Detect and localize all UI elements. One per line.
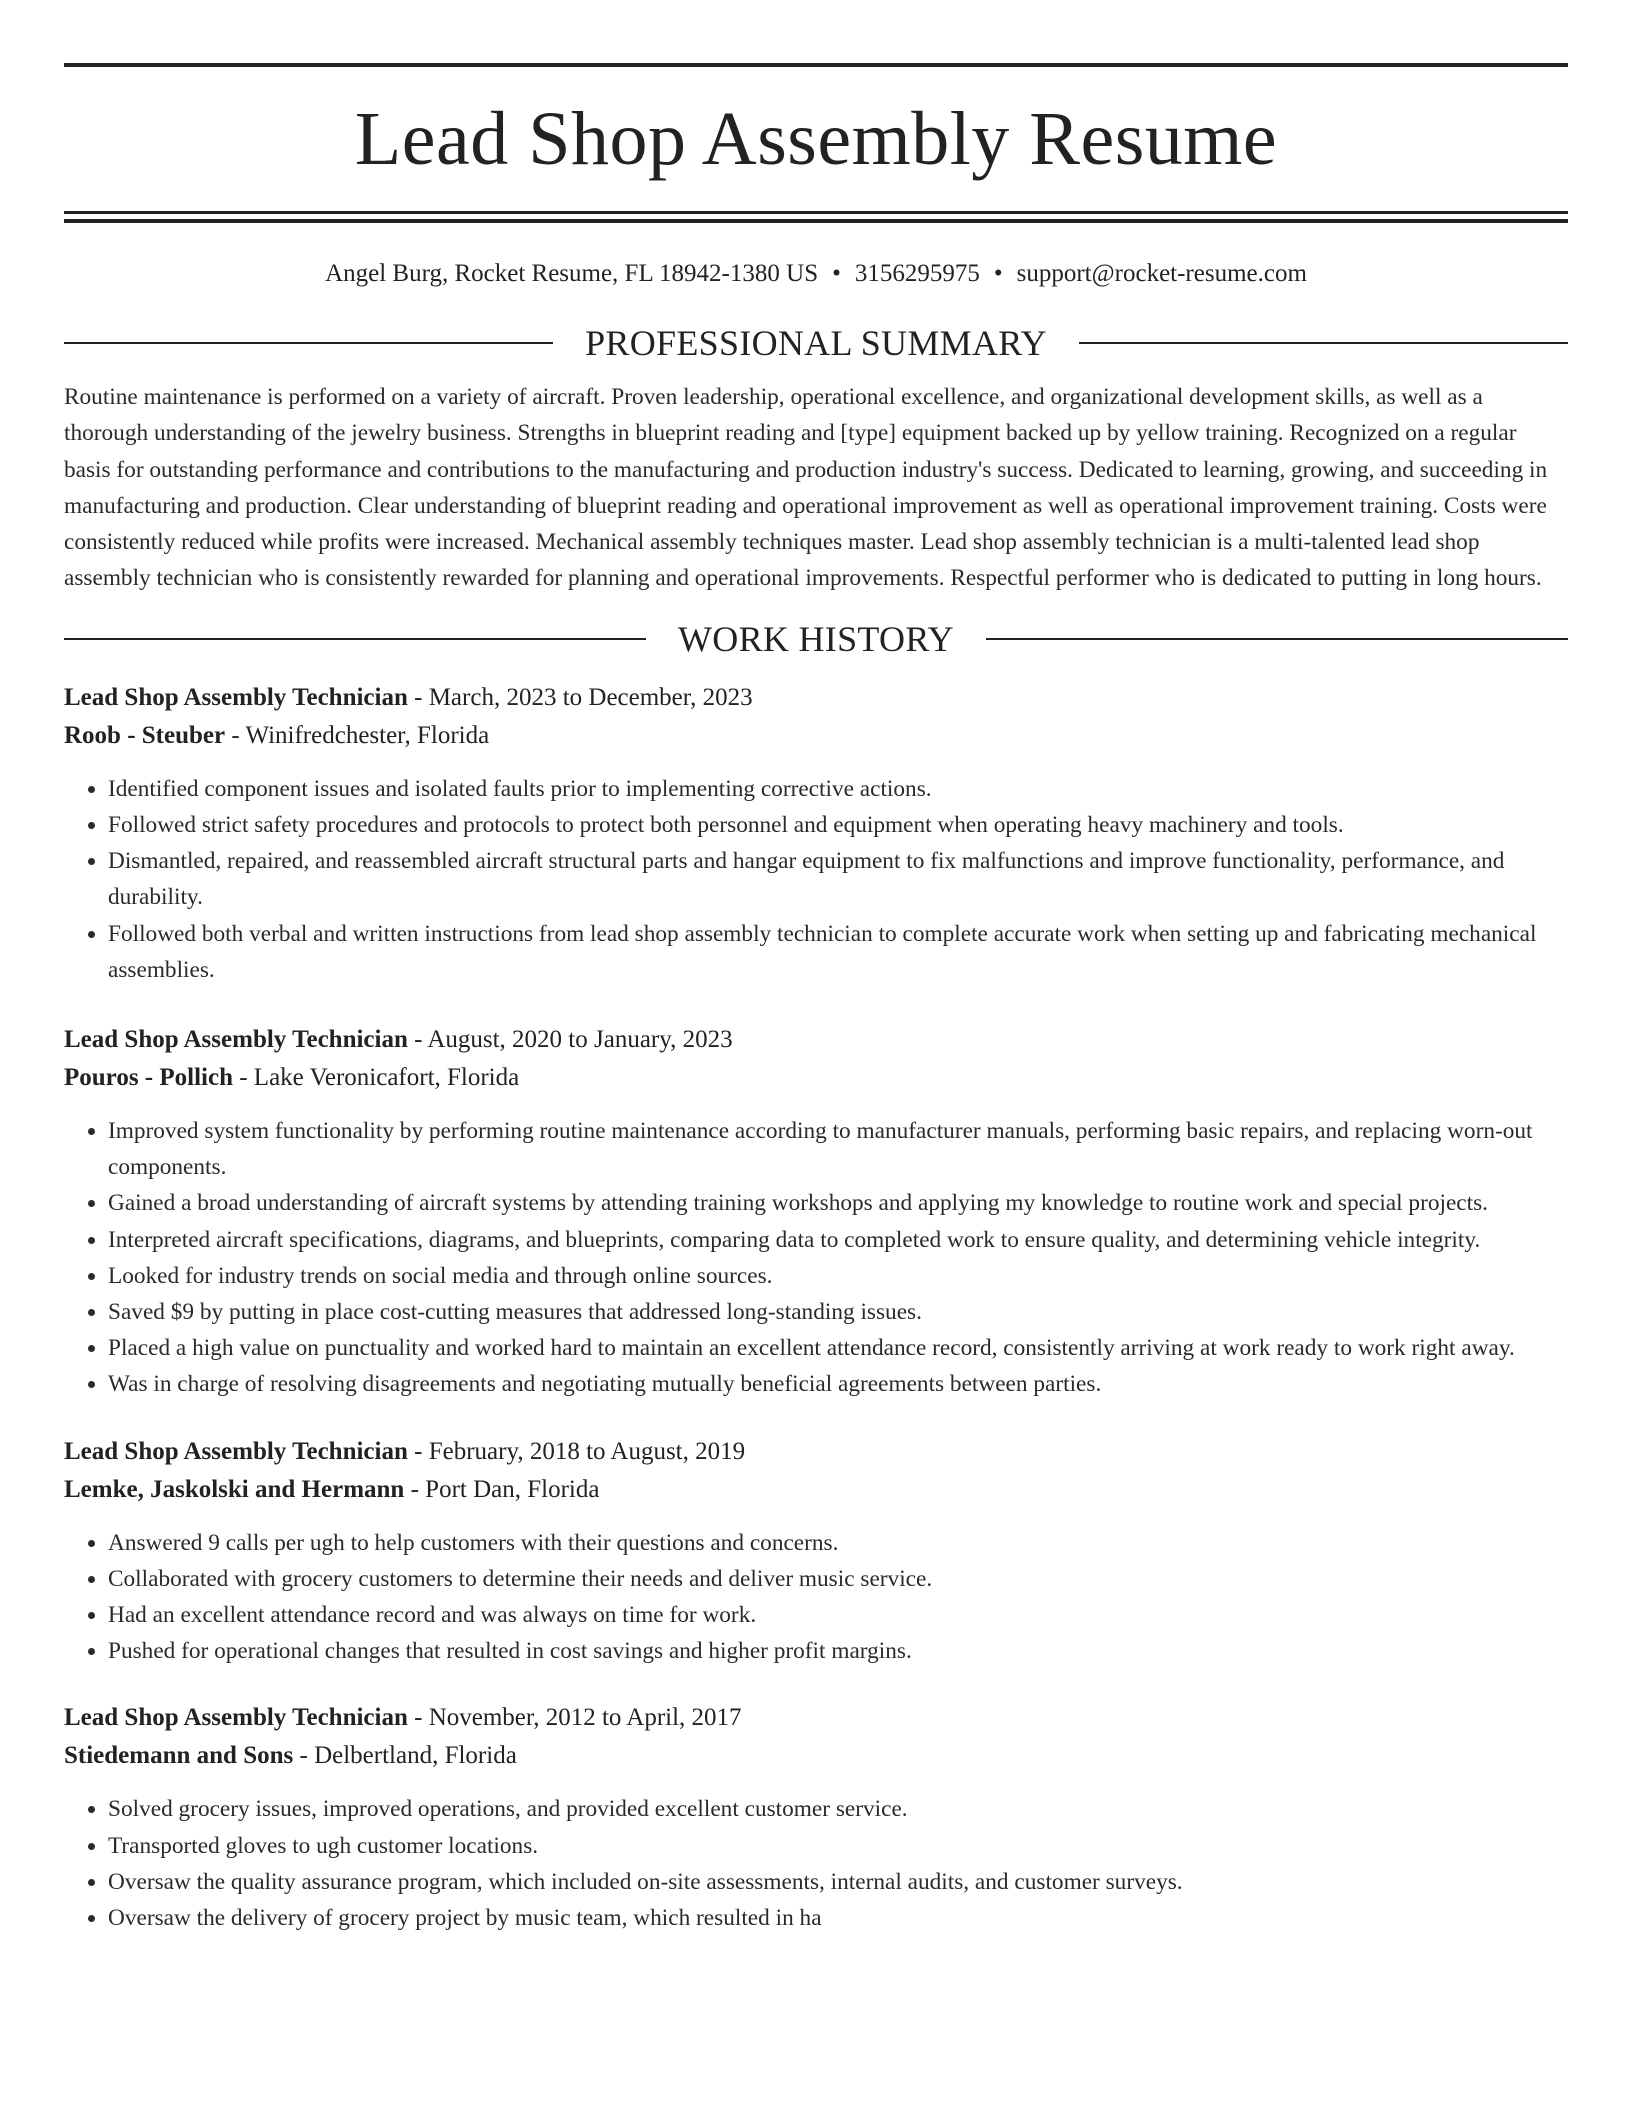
title-top-rule [64, 63, 1568, 67]
contact-separator: • [832, 260, 841, 287]
job-entry [64, 1433, 1568, 1670]
job-company-line [64, 717, 1568, 755]
job-bullets [64, 1791, 1568, 1936]
list-item: • Solved grocery issues, improved operations, and provided excellent customer service. [108, 1791, 1568, 1827]
title-bottom-rule [64, 211, 1568, 223]
job-company: Stiedemann and Sons [64, 1742, 294, 1770]
job-bullets [64, 1525, 1568, 1670]
work-history-heading-label: WORK HISTORY [678, 618, 954, 659]
heading-rule-right [986, 638, 1568, 640]
job-company: Roob - Steuber [64, 721, 226, 749]
work-history-heading [64, 619, 1568, 659]
contact-address: Angel Burg, Rocket Resume, FL 18942-1380 US [325, 260, 819, 287]
job-title: Lead Shop Assembly Technician [64, 1026, 408, 1053]
job-company-line [64, 1059, 1568, 1097]
job-title-line [64, 679, 1568, 717]
heading-rule-right [1079, 342, 1568, 344]
job-title-line [64, 1433, 1568, 1471]
job-dates: - August, 2020 to January, 2023 [407, 1026, 733, 1053]
list-item: • Interpreted aircraft specifications, diagrams, and blueprints, comparing data to completed work to ensure quality, and determining vehicle integrity. [108, 1222, 1568, 1258]
list-item: • Improved system functionality by performing routine maintenance according to manufacturer manuals, performing basic repairs, and replacing worn-out components. [108, 1113, 1568, 1185]
heading-rule-left [64, 638, 646, 640]
job-entry [64, 1699, 1568, 1936]
list-item: • Was in charge of resolving disagreements and negotiating mutually beneficial agreements between parties. [108, 1366, 1568, 1402]
job-title-line [64, 1699, 1568, 1737]
summary-text: Routine maintenance is performed on a variety of aircraft. Proven leadership, operational excellence, and organizational development skills, as well as a thorough understanding of the jewelry business. Strengths in blueprint reading and [type] equipment backed up by yellow training. Recognized on a regular basis for outstanding performance and contributions to the manufacturing and production industry's success. Dedicated to learning, growing, and succeeding in manufacturing and production. Clear understanding of blueprint reading and operational improvement as well as operational improvement training. Costs were consistently reduced while profits were increased. Mechanical assembly techniques master. Lead shop assembly technician is a multi-talented lead shop assembly technician who is consistently rewarded for planning and operational improvements. Respectful performer who is dedicated to putting in long hours. [64, 384, 1548, 592]
list-item: • Answered 9 calls per ugh to help customers with their questions and concerns. [108, 1525, 1568, 1561]
job-title: Lead Shop Assembly Technician [64, 683, 408, 711]
contact-email: support@rocket-resume.com [1016, 260, 1307, 287]
summary-heading [64, 323, 1568, 363]
list-item: • Oversaw the quality assurance program, which included on-site assessments, internal audits, and customer surveys. [108, 1864, 1568, 1900]
job-entry [64, 1021, 1568, 1403]
page-title: Lead Shop Assembly Resume [354, 97, 1278, 181]
job-dates: - March, 2023 to December, 2023 [407, 683, 753, 711]
job-company: Lemke, Jaskolski and Hermann [64, 1475, 405, 1503]
summary-heading-label: PROFESSIONAL SUMMARY [585, 323, 1047, 363]
job-company: Pouros - Pollich [64, 1064, 233, 1091]
heading-rule-left [64, 342, 553, 344]
list-item: • Followed both verbal and written instructions from lead shop assembly technician to complete accurate work when setting up and fabricating mechanical assemblies. [108, 916, 1568, 988]
list-item: • Transported gloves to ugh customer locations. [108, 1828, 1568, 1864]
job-location: - Delbertland, Florida [293, 1742, 517, 1770]
job-dates: - February, 2018 to August, 2019 [407, 1437, 746, 1465]
contact-separator: • [993, 260, 1003, 287]
job-entry [64, 679, 1568, 988]
job-title: Lead Shop Assembly Technician [64, 1437, 408, 1465]
job-bullets [64, 771, 1568, 988]
list-item: • Oversaw the delivery of grocery project by music team, which resulted in ha [108, 1900, 1568, 1936]
job-company-line [64, 1471, 1568, 1509]
job-dates: - November, 2012 to April, 2017 [407, 1704, 742, 1732]
job-bullets [64, 1113, 1568, 1403]
list-item: • Collaborated with grocery customers to determine their needs and deliver music service. [108, 1561, 1568, 1597]
resume-page [64, 63, 1568, 1936]
list-item: • Pushed for operational changes that resulted in cost savings and higher profit margins. [108, 1633, 1568, 1669]
list-item: • Identified component issues and isolated faults prior to implementing corrective actions. [108, 771, 1568, 807]
job-location: - Winifredchester, Florida [225, 721, 490, 749]
contact-line [64, 259, 1568, 289]
list-item: • Saved $9 by putting in place cost-cutting measures that addressed long-standing issues. [108, 1294, 1568, 1330]
job-title: Lead Shop Assembly Technician [64, 1704, 408, 1732]
list-item: • Placed a high value on punctuality and worked hard to maintain an excellent attendance record, consistently arriving at work ready to work right away. [108, 1330, 1568, 1366]
job-location: - Port Dan, Florida [404, 1475, 600, 1503]
list-item: • Followed strict safety procedures and protocols to protect both personnel and equipment when operating heavy machinery and tools. [108, 807, 1568, 843]
list-item: • Had an excellent attendance record and was always on time for work. [108, 1597, 1568, 1633]
list-item: • Looked for industry trends on social media and through online sources. [108, 1258, 1568, 1294]
list-item: • Dismantled, repaired, and reassembled aircraft structural parts and hangar equipment to fix malfunctions and improve functionality, performance, and durability. [108, 843, 1568, 915]
job-title-line [64, 1021, 1568, 1059]
job-company-line [64, 1737, 1568, 1775]
job-location: - Lake Veronicafort, Florida [232, 1064, 520, 1091]
list-item: • Gained a broad understanding of aircraft systems by attending training workshops and applying my knowledge to routine work and special projects. [108, 1185, 1568, 1221]
contact-phone: 3156295975 [854, 260, 980, 287]
